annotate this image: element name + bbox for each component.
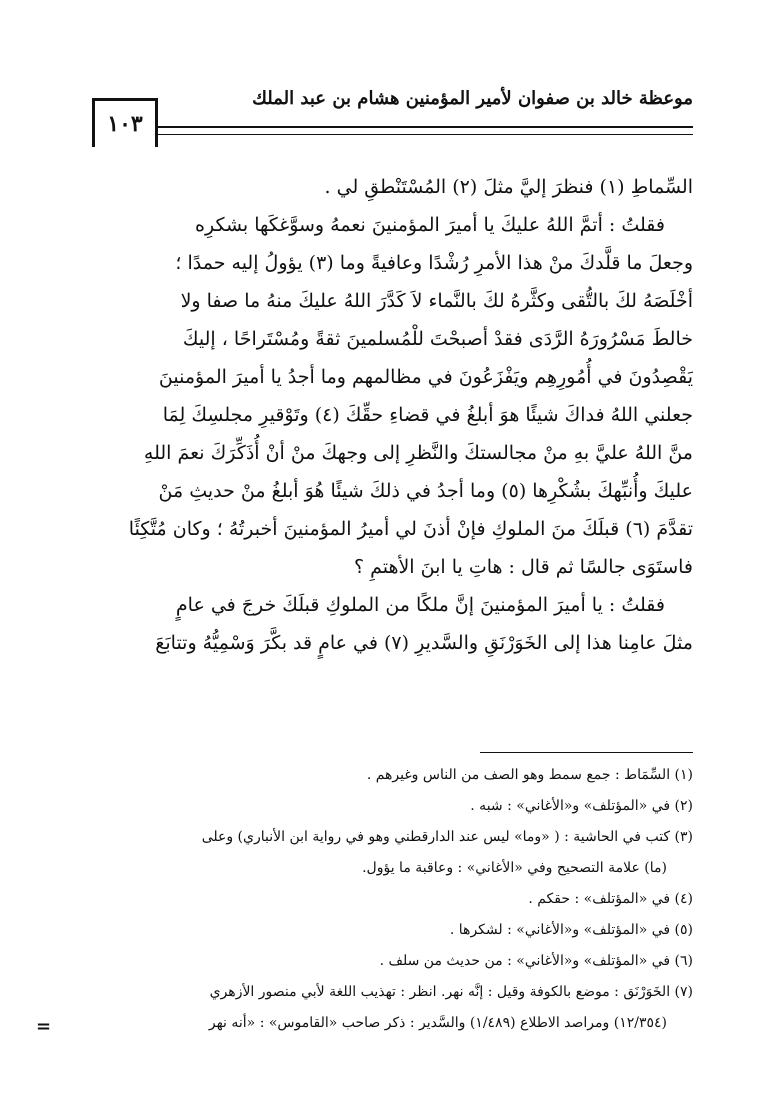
text-line: وجعلَ ما قلَّدكَ منْ هذا الأمرِ رُشْدًا وعافيةً وما (٣) يؤولُ إليه حمدًا ؛ [175,252,693,274]
text-line: فقلتُ : أتمَّ اللهُ عليكَ يا أميرَ المؤمنينَ نعمهُ وسوَّغكَها بشكرِه [195,214,665,236]
continuation-mark: = [36,1016,52,1037]
main-text [64,168,693,662]
footnote-continuation: (١٢/٣٥٤) ومراصد الاطلاع (١/٤٨٩) والسَّدير : ذكر صاحب «القاموس» : «أنه نهر [208,1015,667,1031]
running-title: موعظة خالد بن صفوان لأمير المؤمنين هشام بن عبد الملك [252,88,693,109]
text-line: السِّماطِ (١) فنظرَ إليَّ مثلَ (٢) المُسْتَنْطقِ لي . [324,176,693,198]
header-rule [92,126,693,135]
text-line: مثلَ عامِنا هذا إلى الخَوَرْنَقِ والسَّديرِ (٧) في عامٍ قد بكَّرَ وَسْمِيُّهُ وتتابَعَ [155,632,693,654]
text-line: تقدَّمَ (٦) قبلَكَ منَ الملوكِ فإنْ أذنَ لي أميرُ المؤمنينَ أخبرتُهُ ؛ وكان مُتَّكِئًا [128,518,693,540]
text-line: أخْلَصَهُ لكَ بالتُّقى وكثَّرهُ لكَ بالنَّماء لاَ كَدَّرَ اللهُ عليكَ منهُ ما صفا ولا [180,290,693,312]
footnote: (٢) في «المؤتلف» و«الأغاني» : شبه . [470,798,693,814]
footnote: (٥) في «المؤتلف» و«الأغاني» : لشكرها . [449,922,693,938]
text-line: منَّ اللهُ عليَّ بهِ منْ مجالستكَ والنَّظرِ إلى وجهكَ منْ أنْ أُذَكِّرَكَ نعمَ اللهِ [143,442,693,464]
footnote: (١) السِّمَاط : جمع سمط وهو الصف من الناس وغيرهم . [366,767,693,783]
footnote: (٧) الخَوَرْنَق : موضع بالكوفة وقيل : إنَّه نهر. انظر : تهذيب اللغة لأبي منصور الأزهري [209,984,693,1000]
text-line: يَقْصِدُونَ في أُمُورِهِم ويَفْزَعُونَ في مظالمهم وما أجدُ يا أميرَ المؤمنينَ [158,366,693,388]
footnote-rule [480,752,693,753]
footnotes [64,760,693,1039]
footnote: (٣) كتب في الحاشية : ( «وما» ليس عند الدارقطني وهو في رواية ابن الأنباري) وعلى [201,829,693,845]
text-line: خالطَ مَسْرُورَهُ الرَّدَى فقدْ أصبحْتَ للْمُسلمينَ ثقةً ومُسْتَراحًا ، إليكَ [182,328,693,350]
footnote: (٤) في «المؤتلف» : حقكم . [528,891,693,907]
footnote-continuation: (ما) علامة التصحيح وفي «الأغاني» : وعاقبة ما يؤول. [362,860,667,876]
text-line: عليكَ وأُنبِّهكَ بشُكْرِها (٥) وما أجدُ في ذلكَ شيئًا هُوَ أبلغُ منْ حديثِ مَنْ [158,480,693,502]
text-line: جعلني اللهُ فداكَ شيئًا هوَ أبلغُ في قضاءِ حقِّكَ (٤) وتَوْقيرِ مجلسِكَ لِمَا [162,404,693,426]
footnote: (٦) في «المؤتلف» و«الأغاني» : من حديث من سلف . [379,953,693,969]
page-number: ١٠٣ [92,98,158,147]
text-line: فقلتُ : يا أميرَ المؤمنينَ إنَّ ملكًا من الملوكِ قبلَكَ خرجَ في عامٍ [175,594,665,616]
text-line: فاستَوَى جالسًا ثم قال : هاتِ يا ابنَ الأهتمِ ؟ [353,556,693,578]
